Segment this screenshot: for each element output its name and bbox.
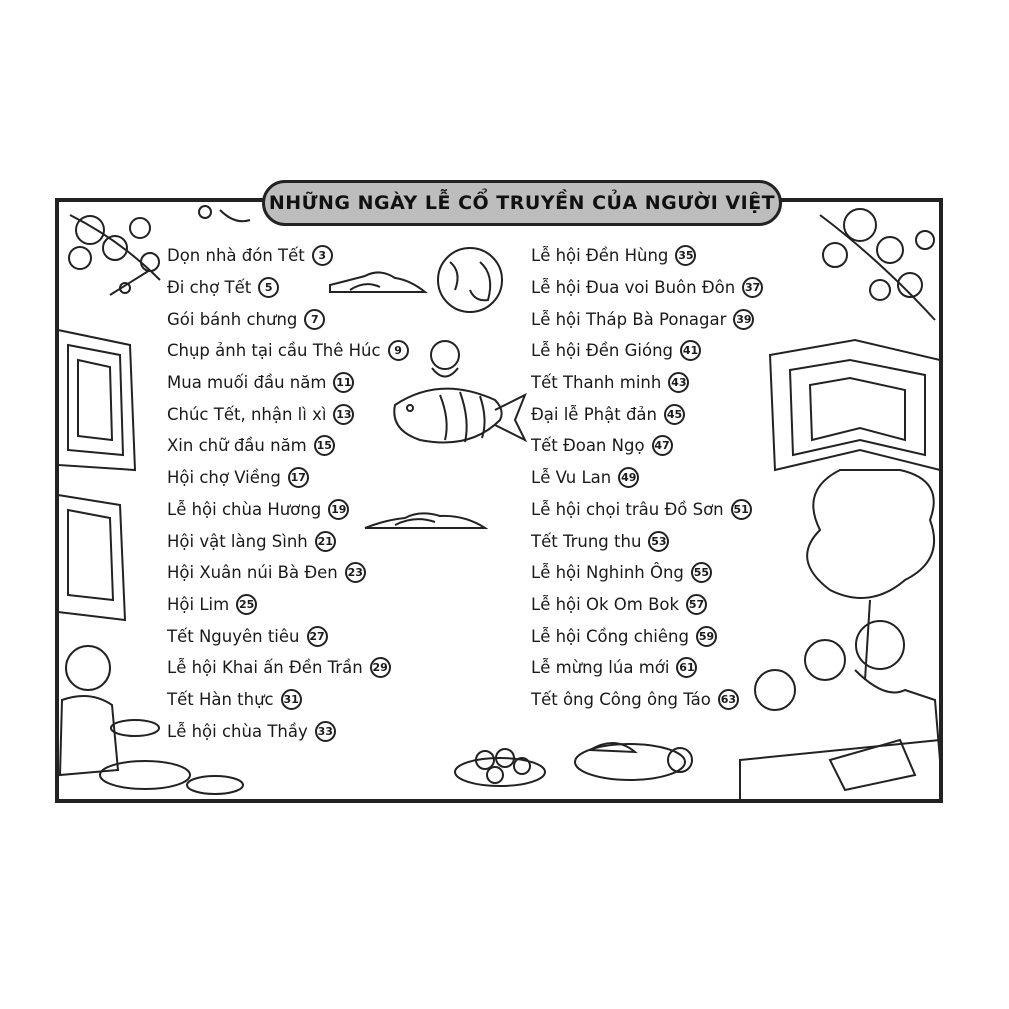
page-number-badge: 63 [718, 689, 739, 710]
toc-right-column [531, 240, 763, 715]
page-number-badge: 3 [312, 245, 333, 266]
page-number-badge: 43 [668, 372, 689, 393]
toc-item[interactable] [167, 557, 409, 589]
toc-item[interactable] [167, 715, 409, 747]
toc-item-label: Tết Đoan Ngọ [531, 436, 645, 456]
toc-item-label: Lễ hội chọi trâu Đồ Sơn [531, 499, 724, 519]
toc-item-label: Tết Trung thu [531, 531, 642, 551]
family-calligraphy-icon [740, 621, 940, 800]
page-number-badge: 35 [675, 245, 696, 266]
toc-item-label: Lễ hội Khai ấn Đền Trần [167, 658, 363, 678]
toc-item-label: Tết Thanh minh [531, 373, 662, 393]
page-number-badge: 9 [388, 340, 409, 361]
toc-item-label: Gói bánh chưng [167, 309, 298, 329]
toc-item-label: Lễ hội chùa Hương [167, 499, 322, 519]
toc-item-label: Tết Nguyên tiêu [167, 626, 300, 646]
toc-item-label: Hội Xuân núi Bà Đen [167, 563, 338, 583]
toc-item[interactable] [167, 272, 409, 304]
mooncake-plate-icon [455, 749, 545, 786]
toc-item[interactable] [531, 589, 763, 621]
page-number-badge: 15 [314, 435, 335, 456]
toc-item-label: Lễ Vu Lan [531, 468, 612, 488]
page-number-badge: 57 [686, 594, 707, 615]
toc-left-column [167, 240, 409, 747]
toc-item-label: Lễ hội Nghinh Ông [531, 563, 684, 583]
toc-item[interactable] [531, 272, 763, 304]
toc-item-label: Lễ hội chùa Thầy [167, 721, 308, 741]
toc-item[interactable] [531, 303, 763, 335]
page-number-badge: 51 [731, 499, 752, 520]
roof-left-upper-icon [58, 330, 135, 470]
page-number-badge: 45 [664, 404, 685, 425]
toc-item[interactable] [167, 240, 409, 272]
toc-item-label: Lễ hội Đua voi Buôn Đôn [531, 278, 736, 298]
toc-item[interactable] [167, 430, 409, 462]
page-number-badge: 7 [304, 309, 325, 330]
page-number-badge: 49 [618, 467, 639, 488]
toc-item-label: Xin chữ đầu năm [167, 436, 307, 456]
page-number-badge: 23 [345, 562, 366, 583]
page-number-badge: 37 [742, 277, 763, 298]
toc-item[interactable] [167, 620, 409, 652]
toc-item[interactable] [167, 589, 409, 621]
page-number-badge: 25 [236, 594, 257, 615]
roof-right-icon [770, 340, 940, 470]
toc-item-label: Chúc Tết, nhận lì xì [167, 404, 327, 424]
toc-item-label: Đại lễ Phật đản [531, 404, 657, 424]
toc-item[interactable] [531, 367, 763, 399]
toc-item[interactable] [531, 398, 763, 430]
page-title: NHỮNG NGÀY LỄ CỔ TRUYỀN CỦA NGƯỜI VIỆT [268, 192, 776, 214]
page-number-badge: 29 [370, 657, 391, 678]
page-number-badge: 19 [328, 499, 349, 520]
toc-item-label: Mua muối đầu năm [167, 373, 327, 393]
toc-item-label: Lễ hội Ok Om Bok [531, 594, 680, 614]
page-number-badge: 39 [733, 309, 754, 330]
toc-item-label: Lễ hội Đền Hùng [531, 246, 669, 266]
toc-item[interactable] [531, 652, 763, 684]
toc-item-label: Hội Lim [167, 594, 230, 614]
toc-item-label: Tết Hàn thực [167, 689, 274, 709]
fruit-plate-icon [575, 743, 692, 780]
page-number-badge: 55 [691, 562, 712, 583]
toc-item[interactable] [531, 240, 763, 272]
page-number-badge: 59 [696, 626, 717, 647]
toc-item[interactable] [167, 335, 409, 367]
page-number-badge: 5 [258, 277, 279, 298]
toc-item[interactable] [531, 525, 763, 557]
toc-item[interactable] [531, 557, 763, 589]
page-number-badge: 27 [307, 626, 328, 647]
toc-item[interactable] [531, 335, 763, 367]
page-number-badge: 13 [333, 404, 354, 425]
flower-branch-top-right-icon [820, 209, 935, 320]
toc-item[interactable] [531, 494, 763, 526]
page-number-badge: 41 [680, 340, 701, 361]
moon-icon [438, 248, 502, 312]
roof-left-lower-icon [58, 495, 125, 620]
toc-item[interactable] [531, 462, 763, 494]
page-number-badge: 47 [652, 435, 673, 456]
page-number-badge: 17 [288, 467, 309, 488]
toc-item[interactable] [167, 303, 409, 335]
toc-item[interactable] [531, 684, 763, 716]
carp-with-child-icon [394, 341, 525, 443]
toc-item-label: Lễ hội Cồng chiêng [531, 626, 689, 646]
toc-item-label: Hội vật làng Sình [167, 531, 308, 551]
toc-item-label: Đi chợ Tết [167, 278, 252, 298]
toc-item[interactable] [167, 462, 409, 494]
toc-item-label: Dọn nhà đón Tết [167, 246, 305, 266]
toc-item[interactable] [167, 494, 409, 526]
tree-right-icon [807, 470, 934, 680]
page-number-badge: 53 [648, 531, 669, 552]
page-number-badge: 61 [676, 657, 697, 678]
toc-item-label: Lễ mừng lúa mới [531, 658, 670, 678]
toc-item[interactable] [531, 620, 763, 652]
page-number-badge: 11 [333, 372, 354, 393]
toc-item[interactable] [167, 525, 409, 557]
toc-item[interactable] [167, 684, 409, 716]
toc-item-label: Hội chợ Viềng [167, 468, 281, 488]
toc-item[interactable] [167, 652, 409, 684]
toc-item[interactable] [167, 367, 409, 399]
title-banner [262, 180, 782, 226]
toc-item-label: Tết ông Công ông Táo [531, 689, 711, 709]
page-number-badge: 31 [281, 689, 302, 710]
toc-item[interactable] [167, 398, 409, 430]
toc-item[interactable] [531, 430, 763, 462]
toc-item-label: Lễ hội Tháp Bà Ponagar [531, 309, 727, 329]
page-number-badge: 33 [315, 721, 336, 742]
toc-item-label: Chụp ảnh tại cầu Thê Húc [167, 341, 381, 361]
toc-item-label: Lễ hội Đền Gióng [531, 341, 674, 361]
page-number-badge: 21 [315, 531, 336, 552]
